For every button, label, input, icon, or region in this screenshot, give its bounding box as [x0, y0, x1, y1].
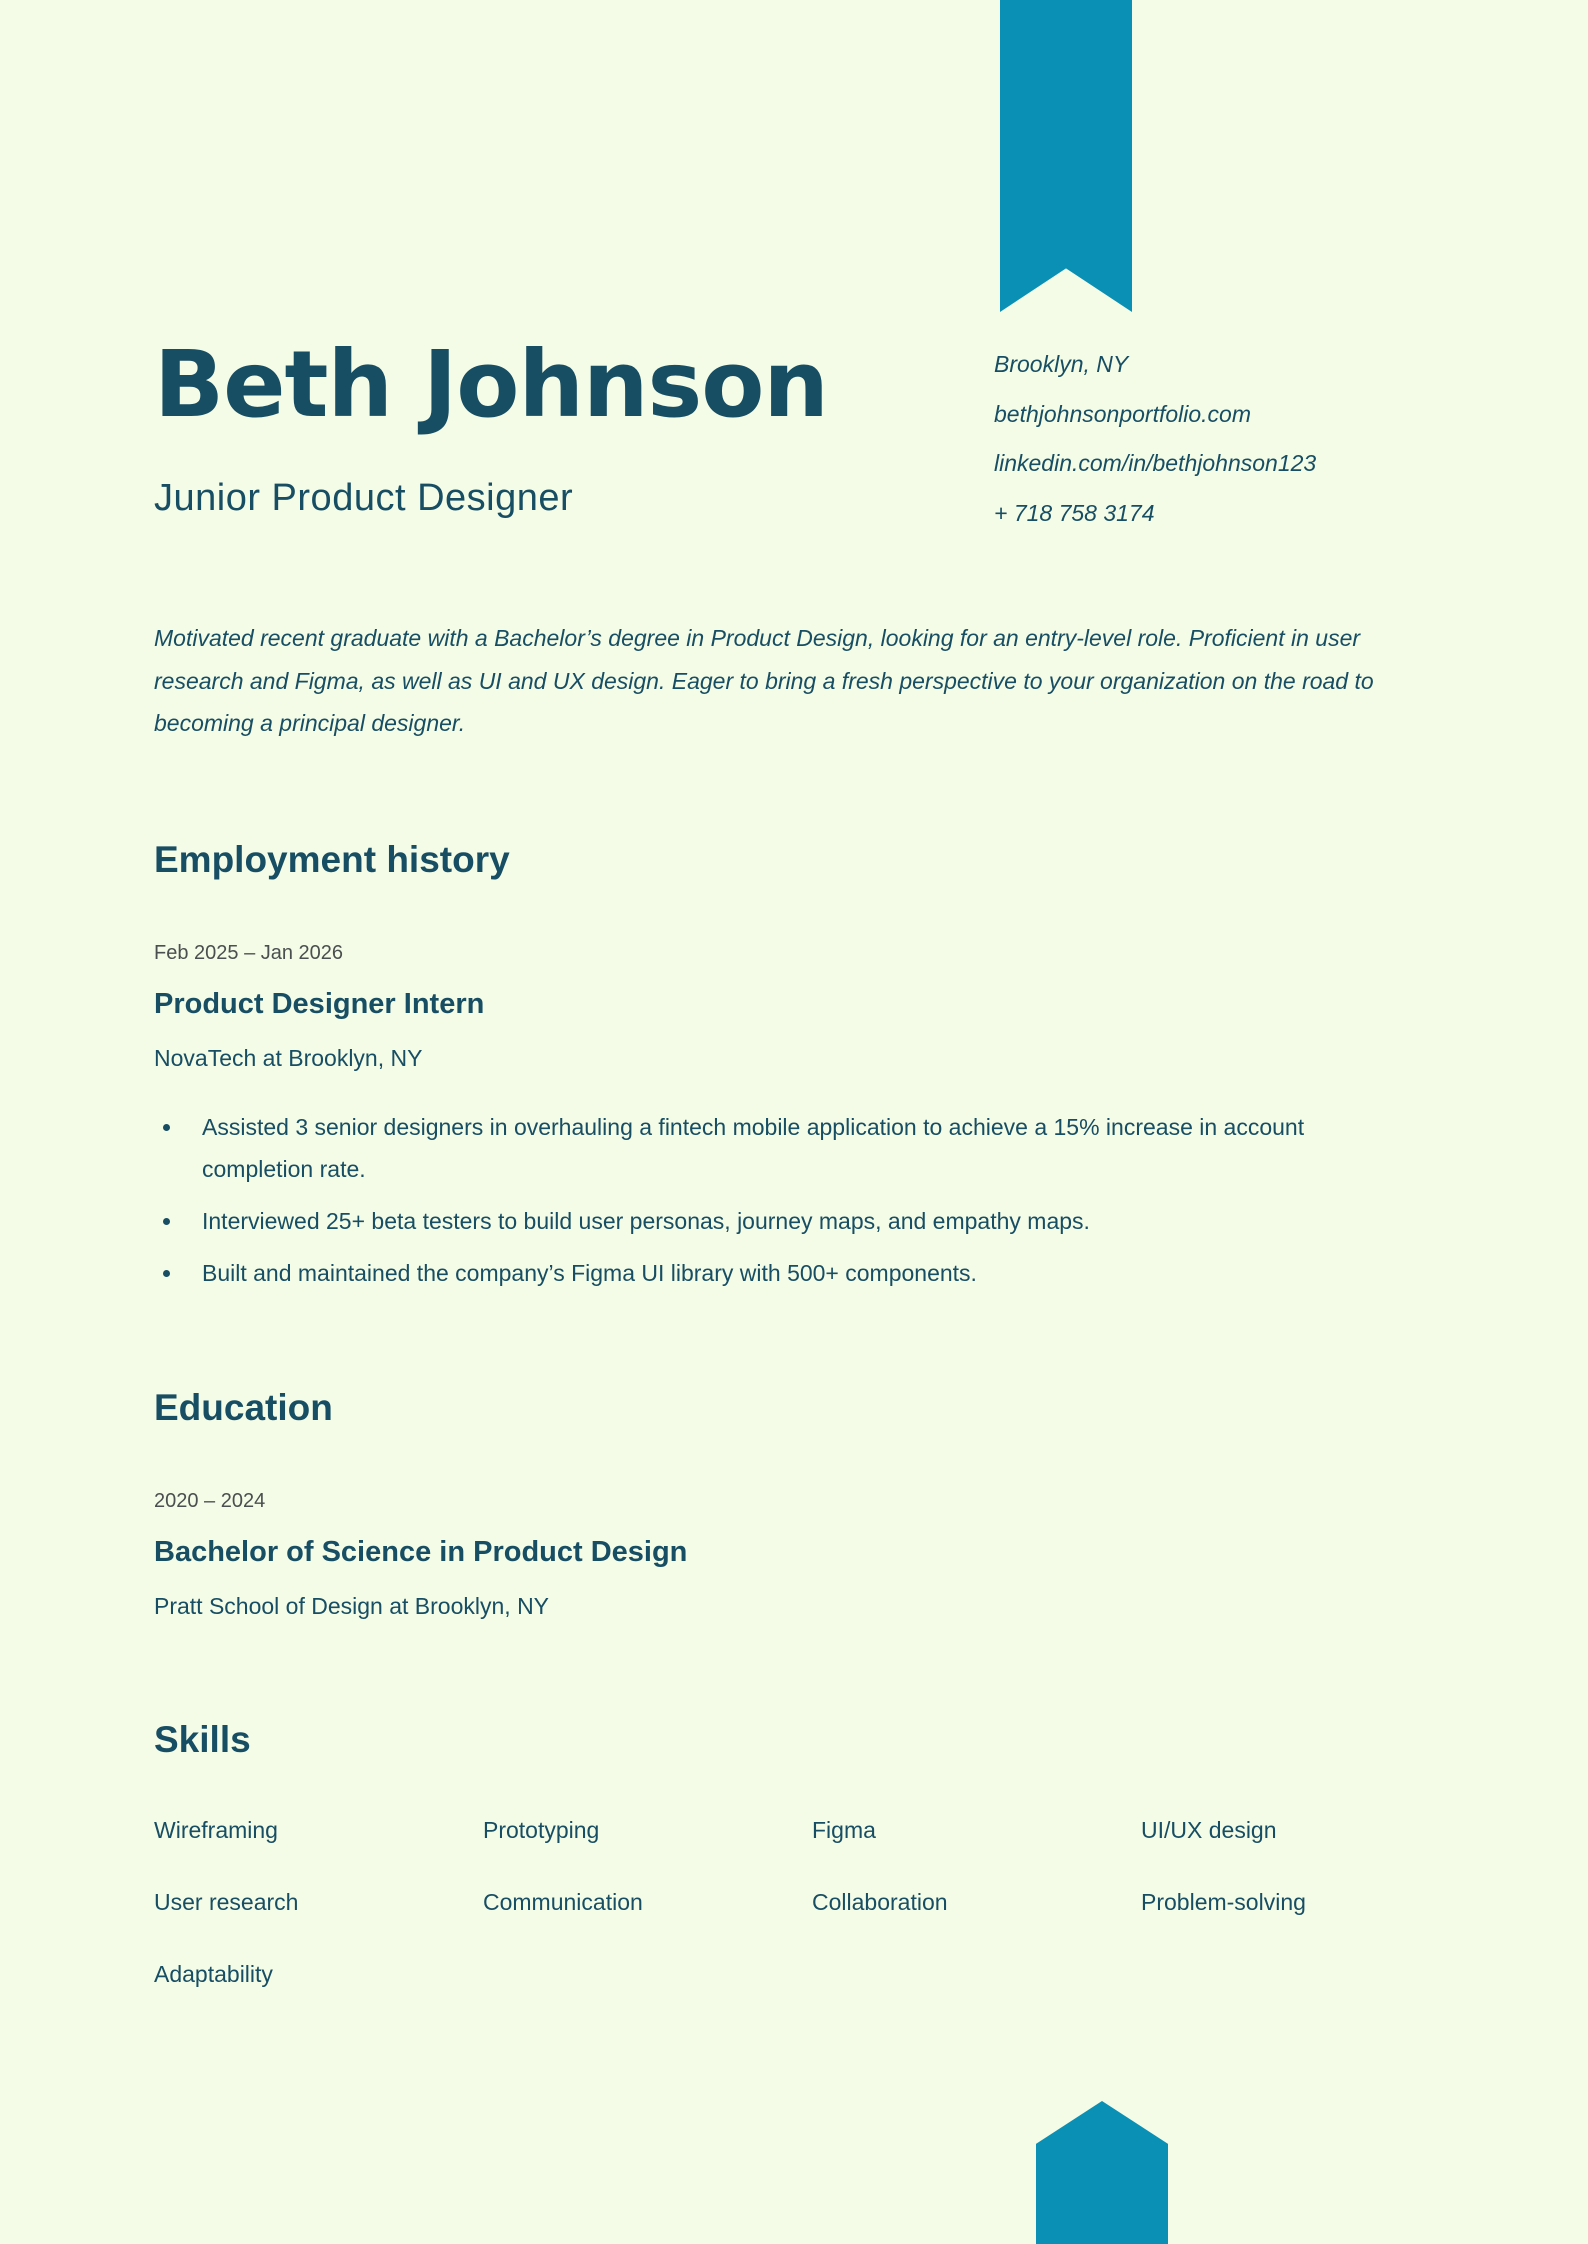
ribbon-bottom-decoration [1036, 2101, 1168, 2244]
skill-item: Prototyping [483, 1817, 600, 1843]
skills-heading: Skills [154, 1719, 251, 1760]
job-bullets [154, 1106, 1414, 1304]
skill-item: Collaboration [812, 1889, 948, 1915]
skill-item: Communication [483, 1889, 643, 1915]
employment-heading: Employment history [154, 839, 510, 880]
skill-item: User research [154, 1889, 299, 1915]
education-degree: Bachelor of Science in Product Design [154, 1536, 688, 1568]
skills-grid [154, 1815, 1470, 1989]
education-dates: 2020 – 2024 [154, 1490, 266, 1512]
job-bullet: Built and maintained the company’s Figma UI library with 500+ components. [154, 1252, 1414, 1294]
skill-item: Problem-solving [1141, 1889, 1306, 1915]
candidate-name: Beth Johnson [154, 331, 828, 438]
contact-location: Brooklyn, NY [994, 351, 1129, 377]
skill-item: UI/UX design [1141, 1817, 1277, 1843]
contact-info [994, 340, 1316, 538]
skill-item: Wireframing [154, 1817, 278, 1843]
skill-item: Figma [812, 1817, 876, 1843]
education-school: Pratt School of Design at Brooklyn, NY [154, 1593, 550, 1619]
contact-website[interactable]: bethjohnsonportfolio.com [994, 400, 1251, 427]
ribbon-top-decoration [1000, 0, 1132, 312]
job-dates: Feb 2025 – Jan 2026 [154, 942, 344, 964]
profile-summary: Motivated recent graduate with a Bachelor’s degree in Product Design, looking for an entry-level role. Proficient in user research and Figma, as well as UI and UX design. Eager to bring a fresh perspective to your organization on the road to becoming a principal designer. [154, 625, 1374, 736]
job-bullet: Assisted 3 senior designers in overhauling a fintech mobile application to achieve a 15% increase in account completion rate. [154, 1106, 1414, 1190]
contact-linkedin[interactable]: linkedin.com/in/bethjohnson123 [994, 450, 1317, 476]
contact-phone[interactable]: + 718 758 3174 [994, 499, 1155, 526]
skill-item: Adaptability [154, 1961, 273, 1987]
job-bullet: Interviewed 25+ beta testers to build user personas, journey maps, and empathy maps. [154, 1200, 1414, 1242]
education-heading: Education [154, 1387, 333, 1428]
job-role: Product Designer Intern [154, 988, 485, 1020]
job-company: NovaTech at Brooklyn, NY [154, 1045, 423, 1071]
candidate-title: Junior Product Designer [154, 477, 574, 519]
